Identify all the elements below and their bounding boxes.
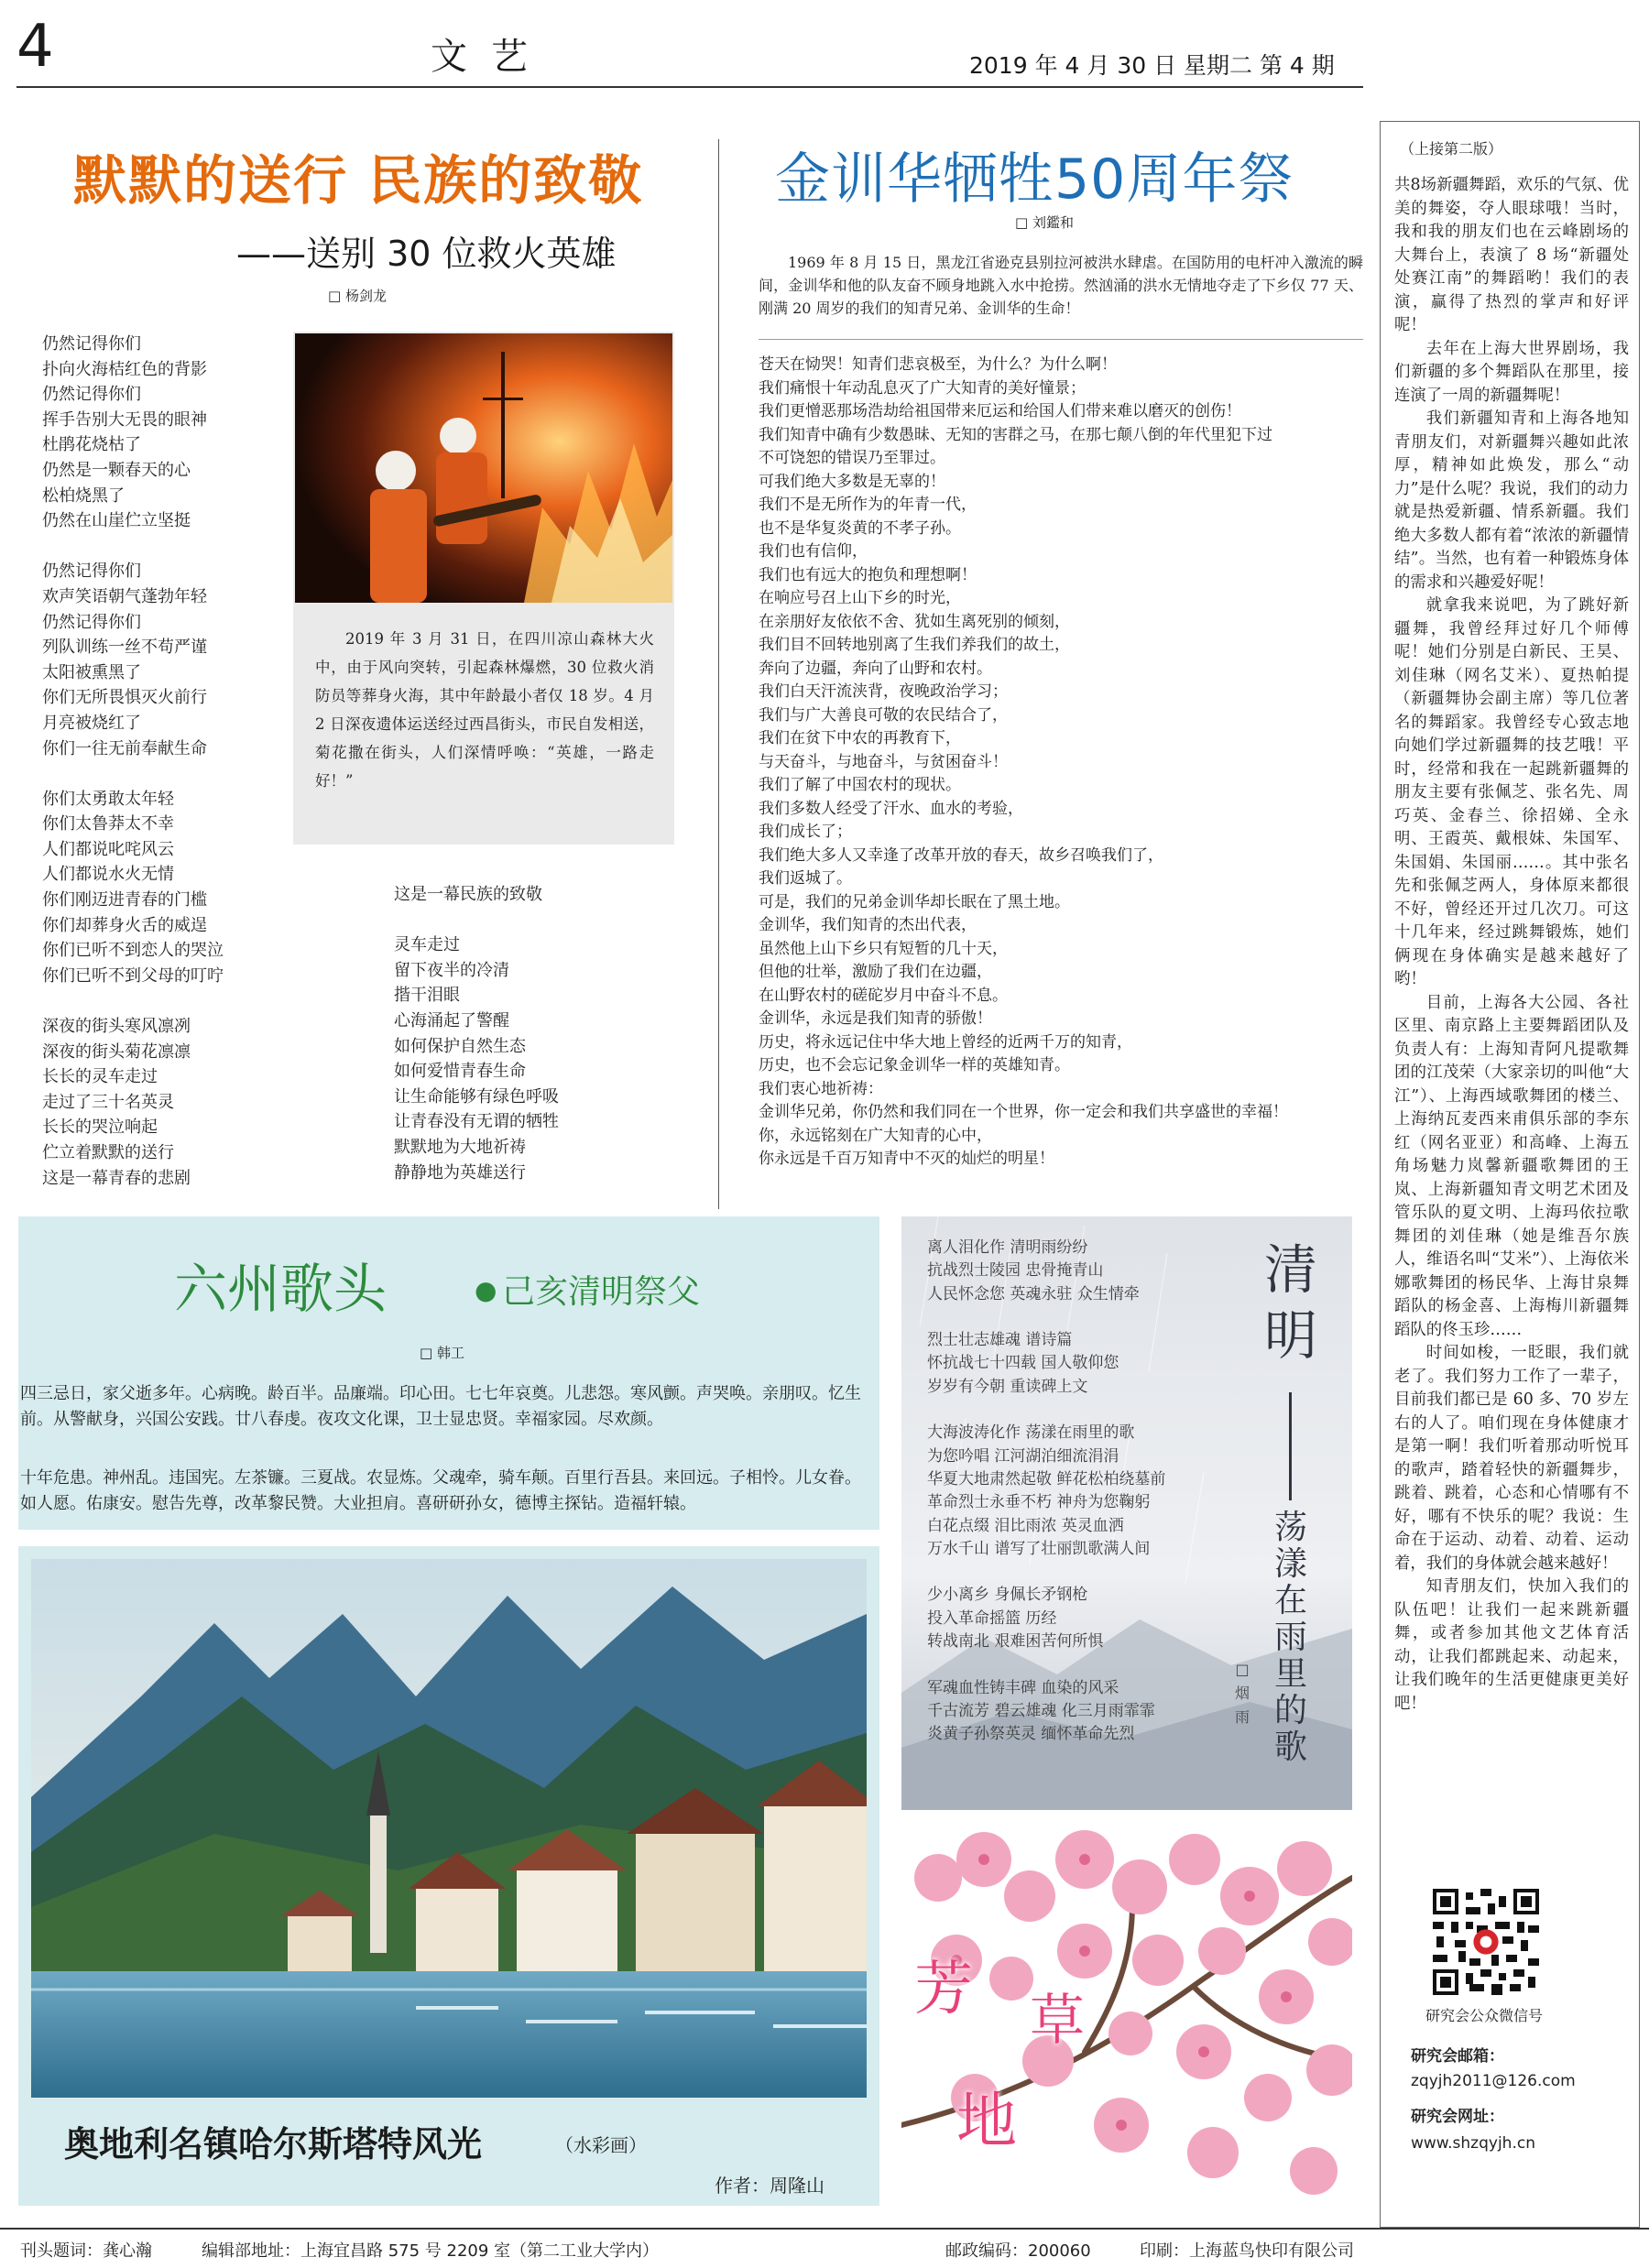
poem-line: 华夏大地肃然起敬 鲜花松柏绕墓前 <box>927 1469 1166 1488</box>
qingming-poem <box>927 1237 1165 1747</box>
jin-article-body <box>759 354 1288 1172</box>
body-line: 不可饶恕的错误乃至罪过。 <box>759 449 945 467</box>
poem-line: 烈士壮志雄魂 谱诗篇 <box>927 1331 1073 1350</box>
poem-line: 灵车走过 <box>394 935 460 955</box>
poem-line: 你们已听不到恋人的哭泣 <box>42 941 224 961</box>
body-line: 奔向了边疆，奔向了山野和农村。 <box>759 659 992 678</box>
fire-article-title: 默默的送行 民族的致敬 <box>73 149 644 212</box>
body-line: 我们不是无所作为的年青一代， <box>759 496 977 514</box>
poem-line: 炎黄子孙祭英灵 缅怀革命先烈 <box>927 1725 1135 1744</box>
poem-line: 为您吟唱 江河湖泊细流涓涓 <box>927 1446 1119 1466</box>
poem-line: 列队训练一丝不苟严谨 <box>42 638 207 658</box>
body-line: 历史，将永远记住中华大地上曾经的近两千万的知青， <box>759 1032 1132 1052</box>
header-rule <box>16 86 1363 88</box>
stanza-gap <box>42 988 224 1014</box>
poem-line: 走过了三十名英灵 <box>42 1092 174 1112</box>
poem-line: 让生命能够有绿色呼吸 <box>394 1086 559 1107</box>
paragraph: 我们新疆知青和上海各地知青朋友们，对新疆舞兴趣如此浓厚，精神如此焕发，那么“动力”是什么呢？我说，我们的动力就是热爱新疆、情系新疆。我们绝大多数人都有着“浓浓的新疆情结”。当然，也有着一种锻炼身体的需求和兴趣爱好呢！ <box>1394 409 1629 592</box>
qingming-title: 清明 <box>1263 1238 1317 1367</box>
poem-line: 仍然记得你们 <box>42 612 141 632</box>
firefighter-photo <box>295 333 672 603</box>
poem-line: 欢声笑语朝气蓬勃年轻 <box>42 586 207 606</box>
section-title: 文艺 <box>431 36 551 78</box>
paragraph: 时间如梭，一眨眼，我们就老了。我们努力工作了一辈子，目前我们都已是 60 多、70 岁左右的人了。咱们现在身体健康才是第一啊！我们听着那动听悦耳的歌声，踏着轻快的新疆舞步，跳着、跳着，心态和心情哪有不好，哪有不快乐的呢？我说：生命在于运动、动着、动着、运动着，我们的身体就会越来越好！ <box>1394 1344 1629 1573</box>
poem-line: 太阳被熏黑了 <box>42 662 141 682</box>
body-line: 我们与广大善良可敬的农民结合了， <box>759 705 1008 725</box>
body-line: 我们了解了中国农村的现状。 <box>759 776 961 794</box>
lyric-subtitle: 己亥清明祭父 <box>502 1273 701 1311</box>
painting-author: 作者：周隆山 <box>715 2175 824 2197</box>
poem-line: 你们刚迈进青春的门槛 <box>42 890 207 910</box>
painting-title: 奥地利名镇哈尔斯塔特风光 <box>64 2124 483 2164</box>
fire-poem-left <box>42 332 224 1191</box>
body-line: 也不是华复炎黄的不孝子孙。 <box>759 518 961 538</box>
stanza-gap <box>42 534 224 560</box>
paragraph: 就拿我来说吧，为了跳好新疆舞，我曾经拜过好几个师傅呢！她们分别是白新民、王昊、刘佳琳（网名艾米）、夏热帕提（新疆舞协会副主席）等几位著名的舞蹈家。我曾经专心致志地向她们学过新疆舞的技艺哦！平时，经常和我在一起跳新疆舞的朋友主要有张佩芝、张名先、周巧英、金春兰、徐招娣、全永明、王霞英、戴根妹、朱国军、朱国娟、朱国丽……。其中张名先和张佩芝两人，身体原来都很不好，曾经还开过几次刀。可这十几年来，经过跳舞锻炼，她们俩现在身体确实是越来越好了哟！ <box>1394 596 1629 988</box>
jin-article-title: 金训华牺牲50周年祭 <box>775 147 1294 212</box>
continued-notice: （上接第二版） <box>1400 140 1503 158</box>
body-line: 我们也有信仰， <box>759 542 868 561</box>
poem-line: 长长的哭泣响起 <box>42 1118 158 1138</box>
poem-line: 人们都说叱咤风云 <box>42 839 174 859</box>
body-line: 我们也有远大的抱负和理想啊！ <box>759 565 977 584</box>
email-label: 研究会邮箱： <box>1411 2047 1504 2066</box>
wechat-qr-code[interactable] <box>1433 1889 1539 1995</box>
body-line: 我们返城了。 <box>759 869 852 888</box>
body-line: 苍天在恸哭！知青们悲哀极至，为什么？为什么啊！ <box>759 355 1117 374</box>
fragrant-grass-panel <box>901 1823 1352 2206</box>
poem-line: 仍然记得你们 <box>42 385 141 405</box>
poem-line: 默默地为大地祈祷 <box>394 1137 526 1157</box>
paragraph: 知青朋友们，快加入我们的队伍吧！让我们一起来跳新疆舞，或者参加其他文艺体育活动，让我们都跳起来、动起来，让我们晚年的生活更健康更美好吧！ <box>1394 1577 1629 1713</box>
body-line: 我们绝大多人又幸逢了改革开放的春天，故乡召唤我们了， <box>759 845 1163 865</box>
poem-line: 少小离乡 身佩长矛钢枪 <box>927 1586 1088 1605</box>
poem-line: 抗战烈士陵园 忠骨掩青山 <box>927 1261 1104 1281</box>
body-line: 可我们绝大多数是无辜的！ <box>759 472 945 491</box>
stanza-gap <box>42 761 224 787</box>
qr-caption: 研究会公众微信号 <box>1425 2007 1544 2024</box>
poem-line: 人民怀念您 英魂永驻 众生情牵 <box>927 1284 1140 1303</box>
fire-article-subtitle: ——送别 30 位救火英雄 <box>236 234 617 274</box>
poem-line: 投入革命摇篮 历经 <box>927 1608 1057 1628</box>
body-line: 我们多数人经受了汗水、血水的考验， <box>759 799 1023 818</box>
poem-line: 挥手告别大无畏的眼神 <box>42 409 207 430</box>
footer-address: 编辑部地址：上海宜昌路 575 号 2209 室（第二工业大学内） <box>202 2241 660 2261</box>
body-line: 我们白天汗流浃背，夜晚政治学习； <box>759 682 1008 701</box>
stanza-gap <box>394 908 559 933</box>
body-line: 你，永远铭刻在广大知青的心中， <box>759 1126 992 1145</box>
poem-line: 静静地为英雄送行 <box>394 1162 526 1183</box>
body-line: 金训华，永远是我们知青的骄傲！ <box>759 1009 992 1028</box>
body-line: 我们目不回转地别离了生我们养我们的故土， <box>759 636 1070 654</box>
paragraph: 共8场新疆舞蹈，欢乐的气氛、优美的舞姿，夺人眼球哦！当时，我和我的朋友们也在云峰剧场的大舞台上，表演了 8 场“新疆处处赛江南”的舞蹈哟！我们的表演，赢得了热烈的掌声和好评呢！ <box>1394 176 1629 334</box>
qingming-byline: □ 烟雨 <box>1234 1661 1250 1726</box>
body-line: 金训华兄弟，你仍然和我们同在一个世界，你一定会和我们共享盛世的幸福！ <box>759 1103 1288 1121</box>
column-divider <box>718 139 719 1209</box>
poem-line: 怀抗战七十四载 国人敬仰您 <box>927 1354 1119 1373</box>
poem-line: 伫立着默默的送行 <box>42 1143 174 1162</box>
poem-line: 万水千山 谱写了壮丽凯歌满人间 <box>927 1539 1151 1558</box>
poem-line: 你们却葬身火舌的威逞 <box>42 915 207 935</box>
painting-medium: （水彩画） <box>555 2134 647 2156</box>
website-link[interactable]: www.shzqyjh.cn <box>1411 2134 1535 2153</box>
hallstatt-watercolor <box>31 1559 867 2098</box>
poem-line: 转战南北 艰难困苦何所惧 <box>927 1632 1104 1652</box>
body-line: 我们在贫下中农的再教育下， <box>759 729 961 747</box>
stanza-gap <box>927 1306 1165 1329</box>
body-line: 在亲朋好友依依不舍、犹如生离死别的倾刻， <box>759 612 1070 631</box>
poem-line: 你们太勇敢太年轻 <box>42 789 174 809</box>
issue-date: 2019 年 4 月 30 日 星期二 第 4 期 <box>969 52 1335 79</box>
body-line: 在响应号召上山下乡的时光， <box>759 589 961 607</box>
qingming-subtitle: 荡漾在雨里的歌 <box>1273 1509 1307 1766</box>
poem-line: 仍然在山崖伫立坚挺 <box>42 511 191 531</box>
poem-line: 松柏烧黑了 <box>42 485 125 506</box>
poem-line: 革命烈士永垂不朽 神舟为您鞠躬 <box>927 1493 1151 1512</box>
fire-photo-caption: 2019 年 3 月 31 日，在四川凉山森林大火中，由于风向突转，引起森林爆燃，30 位救火消防员等葬身火海，其中年龄最小者仅 18 岁。4 月 2 日深夜遗体运送经过西昌街头，市民自发相送，菊花撒在街头，人们深情呼唤：“英雄，一路走好！” <box>315 630 654 790</box>
footer-rule <box>0 2228 1649 2230</box>
right-column-article <box>1394 174 1629 1716</box>
paragraph: 目前，上海各大公园、各社区里、南京路上主要舞蹈团队及负责人有：上海知青阿凡提歌舞团的江茂荣（大家亲切的叫他“大江”）、上海西域歌舞团的楼兰、上海纳瓦麦西来甫俱乐部的李东红（网名亚亚）和高峰、上海五角场魅力岚馨新疆歌舞团的王岚、上海新疆知青文明艺术团及管乐队的夏文明、上海玛依拉歌舞团的刘佳琳（她是维吾尔族人，维语名叫“艾米”）、上海依米娜歌舞团的杨民华、上海甘泉舞蹈队的杨金喜、上海梅川新疆舞蹈队的佟玉珍…… <box>1394 993 1629 1339</box>
poem-line: 仍然记得你们 <box>42 334 141 354</box>
poem-line: 离人泪化作 清明雨纷纷 <box>927 1238 1088 1257</box>
poem-line: 这是一幕民族的致敬 <box>394 885 542 904</box>
poem-line: 千古流芳 碧云雄魂 化三月雨霏霏 <box>927 1701 1155 1720</box>
lyric-paragraph: 四三忌日，家父逝多年。心病晚。龄百半。品廉端。印心田。七七年哀奠。儿悲怨。寒风颤。声哭唤。亲朋叹。忆生前。从警献身，兴国公安践。廿八春虔。夜攻文化课，卫士显忠贤。幸福家园。尽欢颜。 <box>20 1384 861 1429</box>
footer-printer: 印刷：上海蓝鸟快印有限公司 <box>1140 2241 1354 2261</box>
stanza-gap <box>927 1653 1165 1676</box>
poem-line: 杜鹃花烧枯了 <box>42 435 141 455</box>
body-line: 金训华，我们知青的杰出代表， <box>759 916 977 934</box>
body-line: 与天奋斗，与地奋斗，与贫困奋斗！ <box>759 752 1008 771</box>
fragrant-grass-char-3: 地 <box>956 2086 1017 2156</box>
poem-line: 深夜的街头寒风凛冽 <box>42 1017 191 1037</box>
poem-line: 这是一幕青春的悲剧 <box>42 1168 191 1188</box>
fire-article-byline: □ 杨剑龙 <box>328 288 387 304</box>
body-line: 可是，我们的兄弟金训华却长眠在了黑土地。 <box>759 892 1070 911</box>
body-line: 我们成长了； <box>759 823 852 841</box>
poem-line: 你们一往无前奉献生命 <box>42 738 207 758</box>
poem-line: 仍然记得你们 <box>42 562 141 582</box>
body-line: 但他的壮举，激励了我们在边疆， <box>759 963 992 981</box>
body-line: 我们知青中确有少数愚昧、无知的害群之马，在那七颠八倒的年代里犯下过 <box>759 425 1272 444</box>
fire-poem-right <box>394 882 559 1185</box>
lyric-paragraph: 十年危患。神州乱。违国宪。左茶镰。三夏战。农显炼。父魂牵，骑车颠。百里行吾县。来回远。子相怜。儿女眷。如人愿。佑康安。慰告先尊，改革黎民赞。大业担肩。喜研研孙女，德博主探钻。造福轩辕。 <box>20 1468 861 1513</box>
jin-intro-divider <box>759 339 1363 340</box>
body-line: 我们更憎恶那场浩劫给祖国带来厄运和给国人们带来难以磨灭的创伤！ <box>759 402 1241 420</box>
poem-line: 留下夜半的冷清 <box>394 960 509 980</box>
poem-line: 扑向火海桔红色的背影 <box>42 359 207 379</box>
body-line: 在山野农村的磋砣岁月中奋斗不息。 <box>759 986 1008 1005</box>
poem-line: 岁岁有今朝 重读碑上文 <box>927 1377 1088 1396</box>
stanza-gap <box>927 1561 1165 1584</box>
poem-line: 白花点缀 泪比雨浓 英灵血洒 <box>927 1516 1124 1535</box>
poem-line: 大海波涛化作 荡漾在雨里的歌 <box>927 1423 1135 1443</box>
fragrant-grass-char-1: 芳 <box>914 1956 973 2023</box>
poem-line: 仍然是一颗春天的心 <box>42 460 191 480</box>
poem-line: 月亮被烧红了 <box>42 713 141 733</box>
poem-line: 军魂血性铸丰碑 血染的风采 <box>927 1678 1119 1697</box>
poem-line: 你们无所畏惧灭火前行 <box>42 688 207 708</box>
bullet-dot-icon: ● <box>475 1275 497 1305</box>
page-number: 4 <box>16 13 54 81</box>
fragrant-grass-char-2: 草 <box>1030 1989 1085 2053</box>
body-line: 你永远是千百万知青中不灭的灿烂的明星！ <box>759 1150 1054 1168</box>
stanza-gap <box>927 1399 1165 1422</box>
jin-article-byline: □ 刘鑑和 <box>1015 214 1074 231</box>
body-line: 虽然他上山下乡只有短暂的几十天， <box>759 939 1008 958</box>
poem-line: 心海涌起了警醒 <box>394 1010 509 1030</box>
poem-line: 如何保护自然生态 <box>394 1036 526 1056</box>
qingming-dash <box>1289 1392 1292 1500</box>
body-line: 我们痛恨十年动乱息灭了广大知青的美好憧景； <box>759 378 1086 398</box>
poem-line: 人们都说水火无情 <box>42 865 174 885</box>
email-link[interactable]: zqyjh2011@126.com <box>1411 2072 1576 2090</box>
poem-line: 你们太鲁莽太不幸 <box>42 814 174 834</box>
poem-line: 揩干泪眼 <box>394 986 460 1006</box>
paragraph: 去年在上海大世界剧场，我们新疆的多个舞蹈队在那里，接连演了一周的新疆舞呢！ <box>1394 339 1629 405</box>
website-label: 研究会网址： <box>1411 2108 1504 2126</box>
poem-line: 让青春没有无谓的牺牲 <box>394 1112 559 1132</box>
jin-article-intro: 1969 年 8 月 15 日，黑龙江省逊克县别拉河被洪水肆虐。在国防用的电杆冲入激流的瞬间，金训华和他的队友奋不顾身地跳入水中抢捞。然汹涌的洪水无情地夺走了下乡仅 77 天、刚满 20 周岁的我们的知青兄弟、金训华的生命！ <box>759 254 1363 317</box>
poem-line: 深夜的街头菊花凛凛 <box>42 1041 191 1062</box>
lyric-title: 六州歌头 <box>174 1258 388 1320</box>
poem-line: 长长的灵车走过 <box>42 1067 158 1087</box>
poem-line: 你们已听不到父母的叮咛 <box>42 965 224 986</box>
poem-line: 如何爱惜青春生命 <box>394 1062 526 1082</box>
body-line: 我们衷心地祈祷： <box>759 1079 883 1098</box>
footer-title-credit: 刊头题词：龚心瀚 <box>20 2241 152 2261</box>
lyric-byline: □ 韩工 <box>420 1345 464 1361</box>
footer-postcode: 邮政编码：200060 <box>945 2241 1091 2261</box>
body-line: 历史，也不会忘记象金训华一样的英雄知青。 <box>759 1056 1070 1074</box>
